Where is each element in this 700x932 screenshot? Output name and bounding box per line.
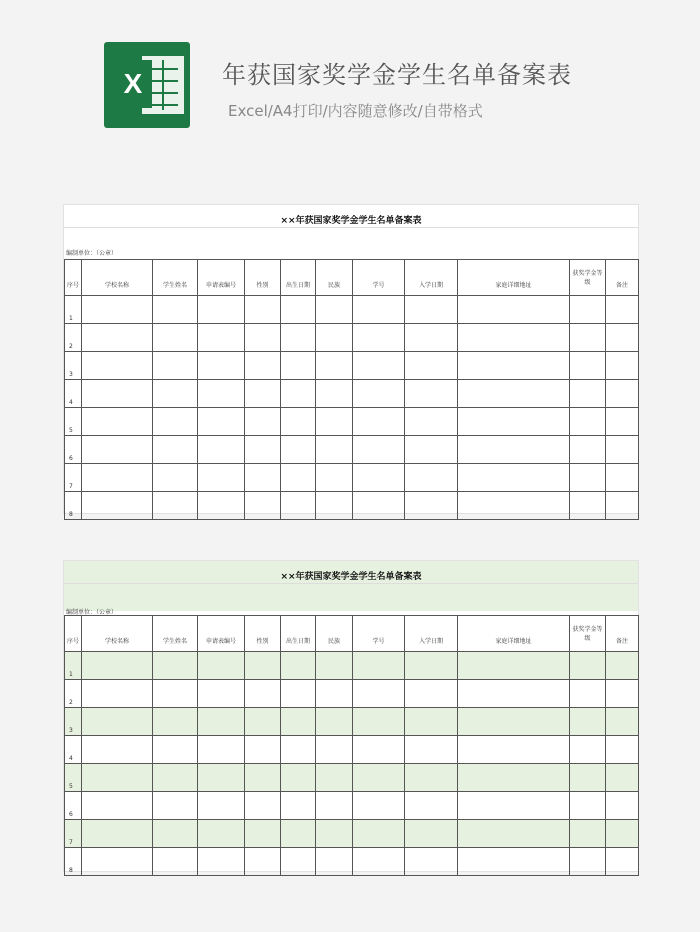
table-cell[interactable] bbox=[198, 296, 245, 324]
table-row bbox=[65, 380, 639, 408]
table-header-row bbox=[65, 260, 639, 296]
table-cell[interactable] bbox=[245, 708, 281, 736]
table-cell[interactable] bbox=[245, 764, 281, 792]
table-cell[interactable] bbox=[82, 296, 153, 324]
table-cell[interactable] bbox=[316, 324, 353, 352]
table-cell[interactable] bbox=[405, 820, 458, 848]
table-cell[interactable] bbox=[405, 680, 458, 708]
column-header: 民族 bbox=[316, 260, 353, 296]
table-cell[interactable] bbox=[606, 764, 639, 792]
table-cell[interactable] bbox=[458, 652, 570, 680]
table-cell[interactable] bbox=[198, 680, 245, 708]
table-cell[interactable] bbox=[198, 380, 245, 408]
table-cell[interactable] bbox=[245, 296, 281, 324]
column-header: 学号 bbox=[353, 616, 405, 652]
table-cell[interactable] bbox=[153, 408, 198, 436]
table-cell[interactable] bbox=[245, 464, 281, 492]
table-cell[interactable] bbox=[245, 436, 281, 464]
table-cell[interactable] bbox=[153, 652, 198, 680]
row-number: 8 bbox=[65, 492, 82, 520]
table-cell[interactable] bbox=[405, 492, 458, 520]
table-cell[interactable] bbox=[281, 764, 316, 792]
table-cell[interactable] bbox=[405, 792, 458, 820]
table-cell[interactable] bbox=[458, 764, 570, 792]
column-header: 入学日期 bbox=[405, 616, 458, 652]
table-cell[interactable] bbox=[82, 492, 153, 520]
table-cell[interactable] bbox=[153, 492, 198, 520]
table-cell[interactable] bbox=[316, 464, 353, 492]
column-header: 性别 bbox=[245, 260, 281, 296]
table-cell[interactable] bbox=[458, 848, 570, 876]
table-cell[interactable] bbox=[198, 352, 245, 380]
table-cell[interactable] bbox=[353, 380, 405, 408]
column-header: 备注 bbox=[606, 260, 639, 296]
table-cell[interactable] bbox=[570, 820, 606, 848]
column-header: 序号 bbox=[65, 616, 82, 652]
table-cell[interactable] bbox=[316, 680, 353, 708]
table-cell[interactable] bbox=[570, 464, 606, 492]
row-number: 7 bbox=[65, 464, 82, 492]
table-cell[interactable] bbox=[606, 296, 639, 324]
table-cell[interactable] bbox=[405, 708, 458, 736]
row-number: 4 bbox=[65, 736, 82, 764]
table-row bbox=[65, 848, 639, 876]
sheet-unit-label: 编制单位：（公章） bbox=[66, 609, 118, 616]
table-cell[interactable] bbox=[153, 820, 198, 848]
table-cell[interactable] bbox=[570, 652, 606, 680]
table-cell[interactable] bbox=[606, 736, 639, 764]
table-row bbox=[65, 408, 639, 436]
table-row bbox=[65, 680, 639, 708]
column-header: 家庭详细地址 bbox=[458, 260, 570, 296]
table-cell[interactable] bbox=[316, 492, 353, 520]
table-cell[interactable] bbox=[353, 324, 405, 352]
row-number: 6 bbox=[65, 792, 82, 820]
table-cell[interactable] bbox=[316, 736, 353, 764]
table-cell[interactable] bbox=[606, 436, 639, 464]
table-cell[interactable] bbox=[281, 352, 316, 380]
table-cell[interactable] bbox=[353, 708, 405, 736]
column-header: 获奖学金等级 bbox=[570, 616, 606, 652]
table-cell[interactable] bbox=[606, 464, 639, 492]
table-cell[interactable] bbox=[245, 736, 281, 764]
table-cell[interactable] bbox=[82, 352, 153, 380]
table-cell[interactable] bbox=[82, 380, 153, 408]
column-header: 学生姓名 bbox=[153, 616, 198, 652]
table-cell[interactable] bbox=[245, 324, 281, 352]
table-cell[interactable] bbox=[153, 792, 198, 820]
table-cell[interactable] bbox=[458, 680, 570, 708]
table-cell[interactable] bbox=[353, 352, 405, 380]
record-table bbox=[64, 615, 639, 876]
table-cell[interactable] bbox=[245, 492, 281, 520]
table-cell[interactable] bbox=[245, 820, 281, 848]
sheet-unit-label: 编制单位：（公章） bbox=[66, 250, 118, 257]
table-cell[interactable] bbox=[458, 352, 570, 380]
table-cell[interactable] bbox=[316, 708, 353, 736]
table-cell[interactable] bbox=[153, 848, 198, 876]
column-header: 学生姓名 bbox=[153, 260, 198, 296]
table-cell[interactable] bbox=[82, 324, 153, 352]
table-row bbox=[65, 296, 639, 324]
table-cell[interactable] bbox=[570, 764, 606, 792]
table-cell[interactable] bbox=[570, 324, 606, 352]
table-row bbox=[65, 352, 639, 380]
table-row bbox=[65, 820, 639, 848]
table-cell[interactable] bbox=[82, 652, 153, 680]
row-number: 7 bbox=[65, 820, 82, 848]
table-cell[interactable] bbox=[353, 792, 405, 820]
table-cell[interactable] bbox=[198, 848, 245, 876]
table-cell[interactable] bbox=[606, 820, 639, 848]
table-cell[interactable] bbox=[245, 680, 281, 708]
column-header: 性别 bbox=[245, 616, 281, 652]
table-cell[interactable] bbox=[153, 680, 198, 708]
table-cell[interactable] bbox=[353, 820, 405, 848]
table-cell[interactable] bbox=[281, 296, 316, 324]
table-cell[interactable] bbox=[198, 736, 245, 764]
column-header: 学校名称 bbox=[82, 260, 153, 296]
table-cell[interactable] bbox=[405, 296, 458, 324]
table-cell[interactable] bbox=[82, 764, 153, 792]
row-number: 5 bbox=[65, 408, 82, 436]
table-cell[interactable] bbox=[458, 492, 570, 520]
table-cell[interactable] bbox=[153, 436, 198, 464]
table-cell[interactable] bbox=[82, 680, 153, 708]
table-cell[interactable] bbox=[82, 736, 153, 764]
table-row bbox=[65, 736, 639, 764]
row-number: 3 bbox=[65, 708, 82, 736]
table-cell[interactable] bbox=[281, 408, 316, 436]
table-cell[interactable] bbox=[281, 792, 316, 820]
table-cell[interactable] bbox=[606, 708, 639, 736]
table-cell[interactable] bbox=[353, 680, 405, 708]
table-cell[interactable] bbox=[353, 464, 405, 492]
column-header: 序号 bbox=[65, 260, 82, 296]
excel-logo-icon bbox=[104, 42, 190, 128]
column-header: 家庭详细地址 bbox=[458, 616, 570, 652]
table-cell[interactable] bbox=[198, 792, 245, 820]
table-row bbox=[65, 652, 639, 680]
table-cell[interactable] bbox=[606, 324, 639, 352]
table-cell[interactable] bbox=[570, 408, 606, 436]
table-cell[interactable] bbox=[405, 736, 458, 764]
table-cell[interactable] bbox=[458, 380, 570, 408]
table-cell[interactable] bbox=[458, 436, 570, 464]
table-cell[interactable] bbox=[153, 296, 198, 324]
row-number: 4 bbox=[65, 380, 82, 408]
table-row bbox=[65, 436, 639, 464]
table-row bbox=[65, 492, 639, 520]
table-cell[interactable] bbox=[570, 492, 606, 520]
table-cell[interactable] bbox=[606, 352, 639, 380]
excel-x-letter: X bbox=[114, 60, 152, 108]
sheet-preview-banded bbox=[63, 560, 639, 872]
table-cell[interactable] bbox=[281, 492, 316, 520]
table-cell[interactable] bbox=[198, 820, 245, 848]
table-cell[interactable] bbox=[281, 736, 316, 764]
table-cell[interactable] bbox=[353, 408, 405, 436]
table-cell[interactable] bbox=[458, 792, 570, 820]
table-cell[interactable] bbox=[198, 708, 245, 736]
table-cell[interactable] bbox=[570, 680, 606, 708]
table-cell[interactable] bbox=[316, 408, 353, 436]
table-cell[interactable] bbox=[82, 436, 153, 464]
table-cell[interactable] bbox=[405, 436, 458, 464]
table-cell[interactable] bbox=[570, 736, 606, 764]
table-cell[interactable] bbox=[316, 820, 353, 848]
table-cell[interactable] bbox=[245, 848, 281, 876]
table-cell[interactable] bbox=[281, 380, 316, 408]
table-cell[interactable] bbox=[353, 436, 405, 464]
table-cell[interactable] bbox=[153, 380, 198, 408]
table-cell[interactable] bbox=[281, 848, 316, 876]
table-cell[interactable] bbox=[353, 848, 405, 876]
table-cell[interactable] bbox=[316, 652, 353, 680]
table-cell[interactable] bbox=[570, 708, 606, 736]
table-cell[interactable] bbox=[458, 708, 570, 736]
table-cell[interactable] bbox=[353, 492, 405, 520]
table-cell[interactable] bbox=[458, 408, 570, 436]
table-cell[interactable] bbox=[281, 680, 316, 708]
table-cell[interactable] bbox=[245, 352, 281, 380]
table-cell[interactable] bbox=[606, 848, 639, 876]
column-header: 申请表编号 bbox=[198, 260, 245, 296]
table-cell[interactable] bbox=[316, 296, 353, 324]
table-cell[interactable] bbox=[458, 324, 570, 352]
record-table bbox=[64, 259, 639, 520]
row-number: 2 bbox=[65, 680, 82, 708]
table-cell[interactable] bbox=[405, 652, 458, 680]
column-header: 入学日期 bbox=[405, 260, 458, 296]
table-cell[interactable] bbox=[281, 820, 316, 848]
table-cell[interactable] bbox=[405, 324, 458, 352]
table-row bbox=[65, 792, 639, 820]
table-cell[interactable] bbox=[458, 820, 570, 848]
table-cell[interactable] bbox=[245, 652, 281, 680]
table-cell[interactable] bbox=[316, 848, 353, 876]
table-cell[interactable] bbox=[405, 352, 458, 380]
table-cell[interactable] bbox=[153, 324, 198, 352]
table-cell[interactable] bbox=[82, 464, 153, 492]
column-header: 出生日期 bbox=[281, 616, 316, 652]
sheet-title: ××年获国家奖学金学生名单备案表 bbox=[280, 216, 422, 226]
table-cell[interactable] bbox=[281, 324, 316, 352]
column-header: 备注 bbox=[606, 616, 639, 652]
table-cell[interactable] bbox=[570, 436, 606, 464]
table-cell[interactable] bbox=[570, 296, 606, 324]
page-title: 年获国家奖学金学生名单备案表 bbox=[222, 61, 572, 89]
row-number: 6 bbox=[65, 436, 82, 464]
table-cell[interactable] bbox=[82, 820, 153, 848]
table-cell[interactable] bbox=[458, 464, 570, 492]
table-cell[interactable] bbox=[198, 464, 245, 492]
table-cell[interactable] bbox=[606, 680, 639, 708]
column-header: 学号 bbox=[353, 260, 405, 296]
table-cell[interactable] bbox=[153, 352, 198, 380]
table-cell[interactable] bbox=[606, 380, 639, 408]
table-cell[interactable] bbox=[281, 464, 316, 492]
table-cell[interactable] bbox=[405, 408, 458, 436]
table-cell[interactable] bbox=[198, 324, 245, 352]
table-cell[interactable] bbox=[153, 464, 198, 492]
table-cell[interactable] bbox=[353, 296, 405, 324]
table-cell[interactable] bbox=[281, 708, 316, 736]
table-cell[interactable] bbox=[353, 736, 405, 764]
table-cell[interactable] bbox=[405, 464, 458, 492]
table-cell[interactable] bbox=[353, 764, 405, 792]
table-cell[interactable] bbox=[198, 492, 245, 520]
table-cell[interactable] bbox=[405, 764, 458, 792]
column-header: 申请表编号 bbox=[198, 616, 245, 652]
row-number: 5 bbox=[65, 764, 82, 792]
table-cell[interactable] bbox=[606, 652, 639, 680]
row-number: 2 bbox=[65, 324, 82, 352]
table-row bbox=[65, 464, 639, 492]
table-cell[interactable] bbox=[82, 848, 153, 876]
table-cell[interactable] bbox=[405, 380, 458, 408]
table-cell[interactable] bbox=[316, 380, 353, 408]
table-cell[interactable] bbox=[570, 352, 606, 380]
table-cell[interactable] bbox=[570, 380, 606, 408]
table-cell[interactable] bbox=[281, 436, 316, 464]
row-number: 1 bbox=[65, 296, 82, 324]
table-cell[interactable] bbox=[606, 492, 639, 520]
table-cell[interactable] bbox=[82, 708, 153, 736]
table-cell[interactable] bbox=[245, 408, 281, 436]
table-cell[interactable] bbox=[316, 436, 353, 464]
table-cell[interactable] bbox=[82, 408, 153, 436]
table-cell[interactable] bbox=[458, 296, 570, 324]
column-header: 出生日期 bbox=[281, 260, 316, 296]
table-header-row bbox=[65, 616, 639, 652]
column-header: 获奖学金等级 bbox=[570, 260, 606, 296]
sheet-preview-plain bbox=[63, 204, 639, 518]
table-cell[interactable] bbox=[82, 792, 153, 820]
table-cell[interactable] bbox=[570, 792, 606, 820]
table-cell[interactable] bbox=[153, 708, 198, 736]
table-cell[interactable] bbox=[405, 848, 458, 876]
row-number: 1 bbox=[65, 652, 82, 680]
page-subtitle: Excel/A4打印/内容随意修改/自带格式 bbox=[228, 102, 483, 120]
table-cell[interactable] bbox=[458, 736, 570, 764]
table-row bbox=[65, 708, 639, 736]
row-number: 3 bbox=[65, 352, 82, 380]
table-cell[interactable] bbox=[245, 792, 281, 820]
sheet-title: ××年获国家奖学金学生名单备案表 bbox=[280, 572, 422, 582]
table-cell[interactable] bbox=[316, 792, 353, 820]
table-cell[interactable] bbox=[245, 380, 281, 408]
table-cell[interactable] bbox=[198, 764, 245, 792]
table-cell[interactable] bbox=[570, 848, 606, 876]
table-cell[interactable] bbox=[316, 764, 353, 792]
column-header: 民族 bbox=[316, 616, 353, 652]
table-row bbox=[65, 764, 639, 792]
table-cell[interactable] bbox=[353, 652, 405, 680]
table-cell[interactable] bbox=[198, 408, 245, 436]
table-cell[interactable] bbox=[606, 408, 639, 436]
table-row bbox=[65, 324, 639, 352]
table-cell[interactable] bbox=[281, 652, 316, 680]
row-number: 8 bbox=[65, 848, 82, 876]
table-cell[interactable] bbox=[606, 792, 639, 820]
table-cell[interactable] bbox=[198, 436, 245, 464]
column-header: 学校名称 bbox=[82, 616, 153, 652]
table-cell[interactable] bbox=[153, 736, 198, 764]
table-cell[interactable] bbox=[198, 652, 245, 680]
table-cell[interactable] bbox=[316, 352, 353, 380]
table-cell[interactable] bbox=[153, 764, 198, 792]
